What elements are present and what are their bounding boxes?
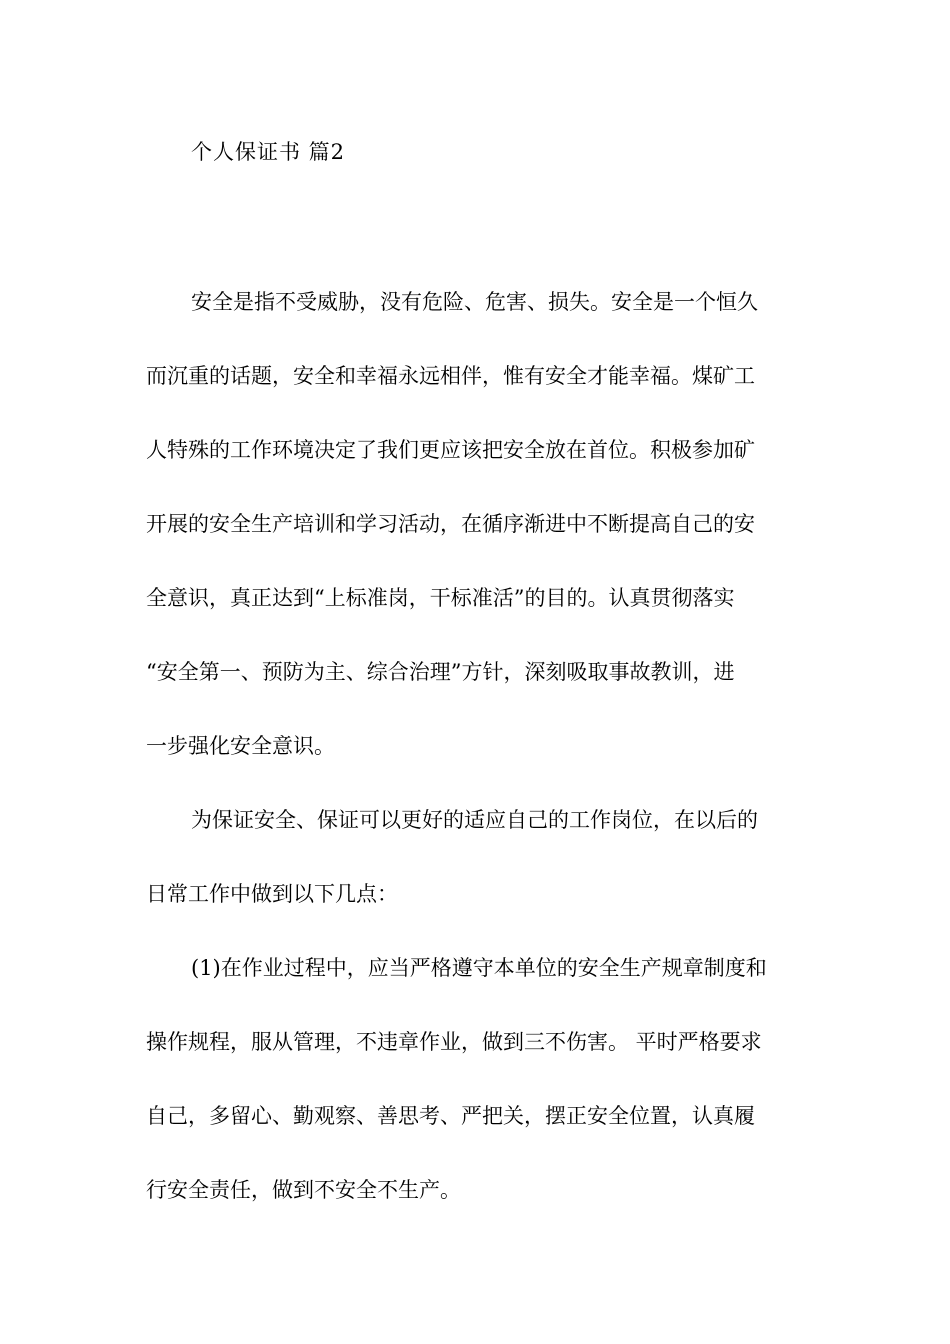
paragraph-2-line-2: 日常工作中做到以下几点： bbox=[146, 882, 398, 906]
paragraph-1-line-4: 开展的安全生产培训和学习活动，在循序渐进中不断提高自己的安 bbox=[146, 512, 755, 536]
paragraph-1-line-6: “安全第一、预防为主、综合治理”方针，深刻吸取事故教训，进 bbox=[146, 660, 735, 684]
paragraph-3-line-3: 自己，多留心、勤观察、善思考、严把关，摆正安全位置，认真履 bbox=[146, 1104, 755, 1128]
document-heading: 个人保证书 篇2 bbox=[191, 140, 346, 164]
paragraph-3-line-4: 行安全责任，做到不安全不生产。 bbox=[146, 1178, 461, 1202]
paragraph-1-line-2: 而沉重的话题，安全和幸福永远相伴，惟有安全才能幸福。煤矿工 bbox=[146, 364, 755, 388]
paragraph-1-line-5: 全意识，真正达到“上标准岗，干标准活”的目的。认真贯彻落实 bbox=[146, 586, 735, 610]
paragraph-3-line-1: (1)在作业过程中，应当严格遵守本单位的安全生产规章制度和 bbox=[191, 956, 767, 980]
paragraph-2-line-1: 为保证安全、保证可以更好的适应自己的工作岗位，在以后的 bbox=[191, 808, 758, 832]
paragraph-1-line-3: 人特殊的工作环境决定了我们更应该把安全放在首位。积极参加矿 bbox=[146, 438, 755, 462]
paragraph-1-line-7: 一步强化安全意识。 bbox=[146, 734, 335, 758]
paragraph-3-line-2: 操作规程，服从管理，不违章作业，做到三不伤害。 平时严格要求 bbox=[146, 1030, 762, 1054]
paragraph-1-line-1: 安全是指不受威胁，没有危险、危害、损失。安全是一个恒久 bbox=[191, 290, 758, 314]
